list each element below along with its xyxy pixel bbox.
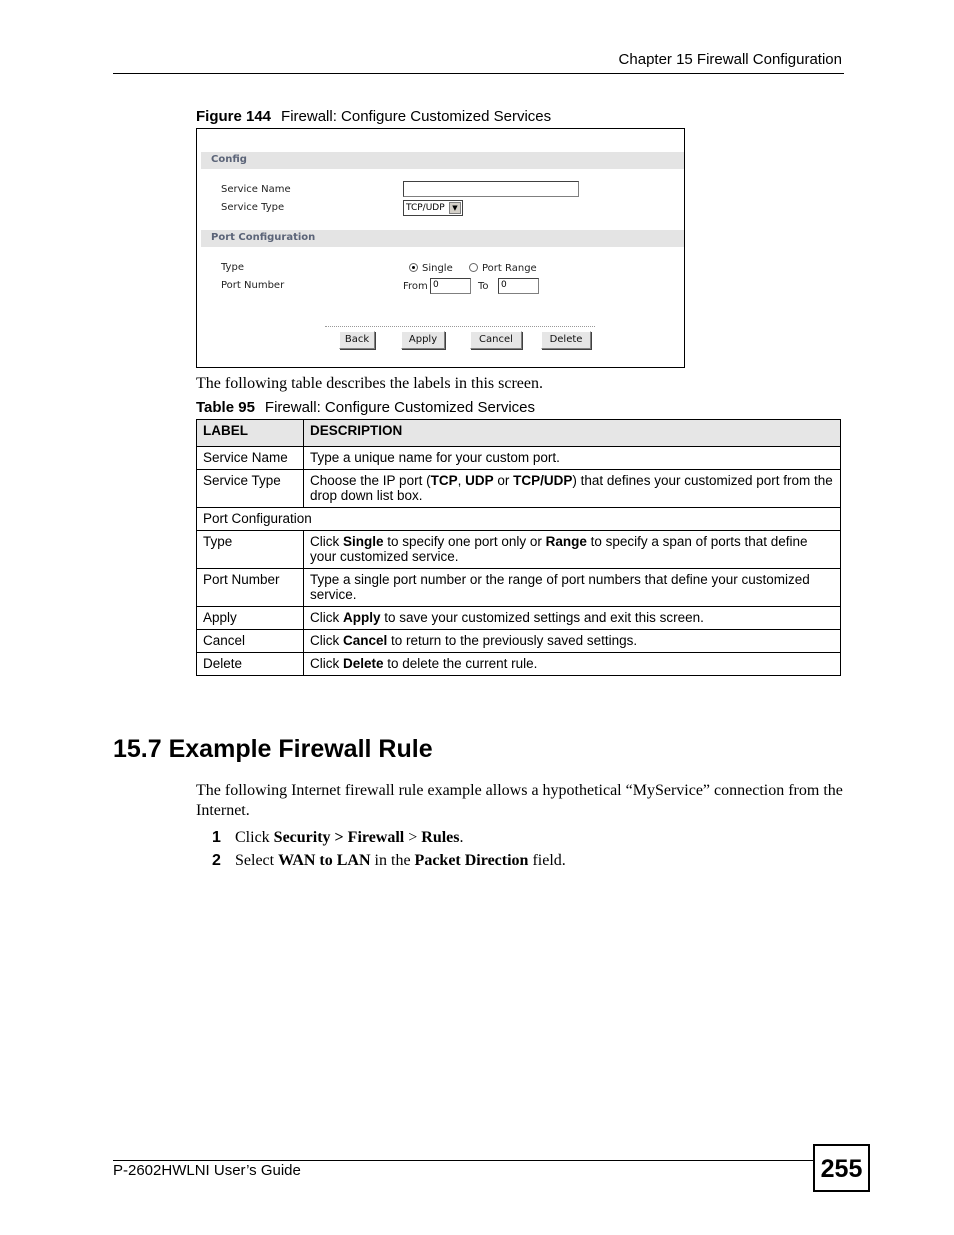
step-text	[235, 829, 464, 846]
row-label: Type	[197, 531, 304, 569]
desc-text: Click	[310, 534, 343, 549]
desc-text: Choose the IP port (	[310, 473, 431, 488]
step-plain: >	[404, 829, 422, 846]
desc-text: to delete the current rule.	[383, 656, 538, 671]
table-number: Table 95	[196, 399, 255, 416]
desc-bold: Cancel	[343, 633, 388, 648]
cancel-button[interactable]: Cancel	[470, 331, 522, 349]
figure-caption	[196, 108, 551, 125]
service-name-input[interactable]	[403, 181, 579, 197]
step-bold: Rules	[421, 829, 460, 846]
footer-guide-name: P-2602HWLNI User’s Guide	[113, 1162, 301, 1179]
table-row	[197, 508, 841, 531]
desc-text: Click	[310, 610, 343, 625]
step-plain: Click	[235, 829, 274, 846]
desc-text: ) that defines your customized port from the drop down list box.	[310, 473, 833, 503]
table-row	[197, 531, 841, 569]
step-bold: Security > Firewall	[273, 829, 405, 846]
step-plain: Select	[235, 852, 279, 869]
from-port-input[interactable]: 0	[430, 278, 471, 294]
service-name-label: Service Name	[221, 184, 291, 195]
table-row	[197, 447, 841, 470]
row-description	[304, 630, 841, 653]
step-plain: in the	[370, 852, 415, 869]
radio-single-label: Single	[422, 263, 453, 274]
config-section-title: Config	[211, 154, 247, 165]
table-row	[197, 630, 841, 653]
radio-port-range-label: Port Range	[482, 263, 537, 274]
chevron-down-icon[interactable]: ▼	[449, 202, 461, 214]
header-description: DESCRIPTION	[304, 420, 841, 447]
desc-text: or	[493, 473, 514, 488]
step-1	[212, 829, 464, 847]
step-2	[212, 852, 566, 870]
step-plain: field.	[528, 852, 566, 869]
radio-single[interactable]	[409, 263, 418, 272]
desc-bold: Delete	[343, 656, 384, 671]
desc-text: ,	[457, 473, 466, 488]
figure-title: Firewall: Configure Customized Services	[281, 108, 552, 125]
desc-text: to save your customized settings and exit this screen.	[380, 610, 704, 625]
row-label: Delete	[197, 653, 304, 676]
section-heading: 15.7 Example Firewall Rule	[113, 735, 433, 763]
step-text	[235, 852, 566, 869]
intro-text: The following table describes the labels in this screen.	[196, 375, 544, 392]
table-title: Firewall: Configure Customized Services	[264, 399, 536, 416]
port-number-label: Port Number	[221, 280, 285, 291]
row-label: Apply	[197, 607, 304, 630]
row-description	[304, 607, 841, 630]
description-table	[196, 419, 841, 676]
row-description	[304, 531, 841, 569]
figure-number: Figure 144	[196, 108, 272, 125]
delete-button[interactable]: Delete	[541, 331, 591, 349]
table-row	[197, 653, 841, 676]
port-section-title: Port Configuration	[211, 232, 316, 243]
header-label: LABEL	[197, 420, 304, 447]
row-description: Type a single port number or the range of port numbers that define your customized service.	[304, 569, 841, 607]
type-label: Type	[221, 262, 244, 273]
table-header-row	[197, 420, 841, 447]
row-label: Port Number	[197, 569, 304, 607]
apply-button[interactable]: Apply	[401, 331, 445, 349]
config-screenshot	[196, 128, 685, 368]
desc-text: Click	[310, 656, 343, 671]
row-description: Type a unique name for your custom port.	[304, 447, 841, 470]
desc-bold: Apply	[343, 610, 381, 625]
radio-port-range[interactable]	[469, 263, 478, 272]
desc-text: Click	[310, 633, 343, 648]
desc-bold: TCP	[430, 473, 458, 488]
service-type-value: TCP/UDP	[406, 203, 445, 213]
row-description	[304, 470, 841, 508]
page-number: 255	[813, 1144, 870, 1192]
from-label: From	[403, 281, 428, 292]
desc-text: to specify a span of ports that define your customized service.	[310, 534, 808, 564]
config-section-bar	[201, 152, 684, 169]
desc-bold: TCP/UDP	[513, 473, 573, 488]
desc-bold: UDP	[465, 473, 494, 488]
row-label: Cancel	[197, 630, 304, 653]
row-label: Service Type	[197, 470, 304, 508]
row-description	[304, 653, 841, 676]
button-divider	[325, 326, 595, 327]
desc-text: to specify one port only or	[383, 534, 546, 549]
chapter-header: Chapter 15 Firewall Configuration	[618, 51, 842, 68]
step-bold: WAN to LAN	[278, 852, 371, 869]
service-type-label: Service Type	[221, 202, 285, 213]
step-bold: Packet Direction	[414, 852, 529, 869]
port-section-bar	[201, 230, 684, 247]
table-caption	[196, 399, 535, 416]
back-button[interactable]: Back	[339, 331, 375, 349]
body-paragraph: The following Internet firewall rule example allows a hypothetical “MyService” connection from the Internet.	[196, 782, 843, 819]
header-rule	[113, 73, 844, 74]
desc-bold: Range	[545, 534, 587, 549]
row-label: Service Name	[197, 447, 304, 470]
step-plain: .	[459, 829, 464, 846]
service-type-select[interactable]	[403, 200, 463, 216]
table-row	[197, 470, 841, 508]
step-number: 2	[212, 852, 221, 869]
to-label: To	[478, 281, 489, 292]
desc-bold: Single	[343, 534, 384, 549]
table-row	[197, 569, 841, 607]
row-section-label: Port Configuration	[197, 508, 841, 531]
table-row	[197, 607, 841, 630]
desc-text: to return to the previously saved settings.	[387, 633, 638, 648]
to-port-input[interactable]: 0	[498, 278, 539, 294]
step-number: 1	[212, 829, 221, 846]
footer-rule	[113, 1160, 813, 1161]
